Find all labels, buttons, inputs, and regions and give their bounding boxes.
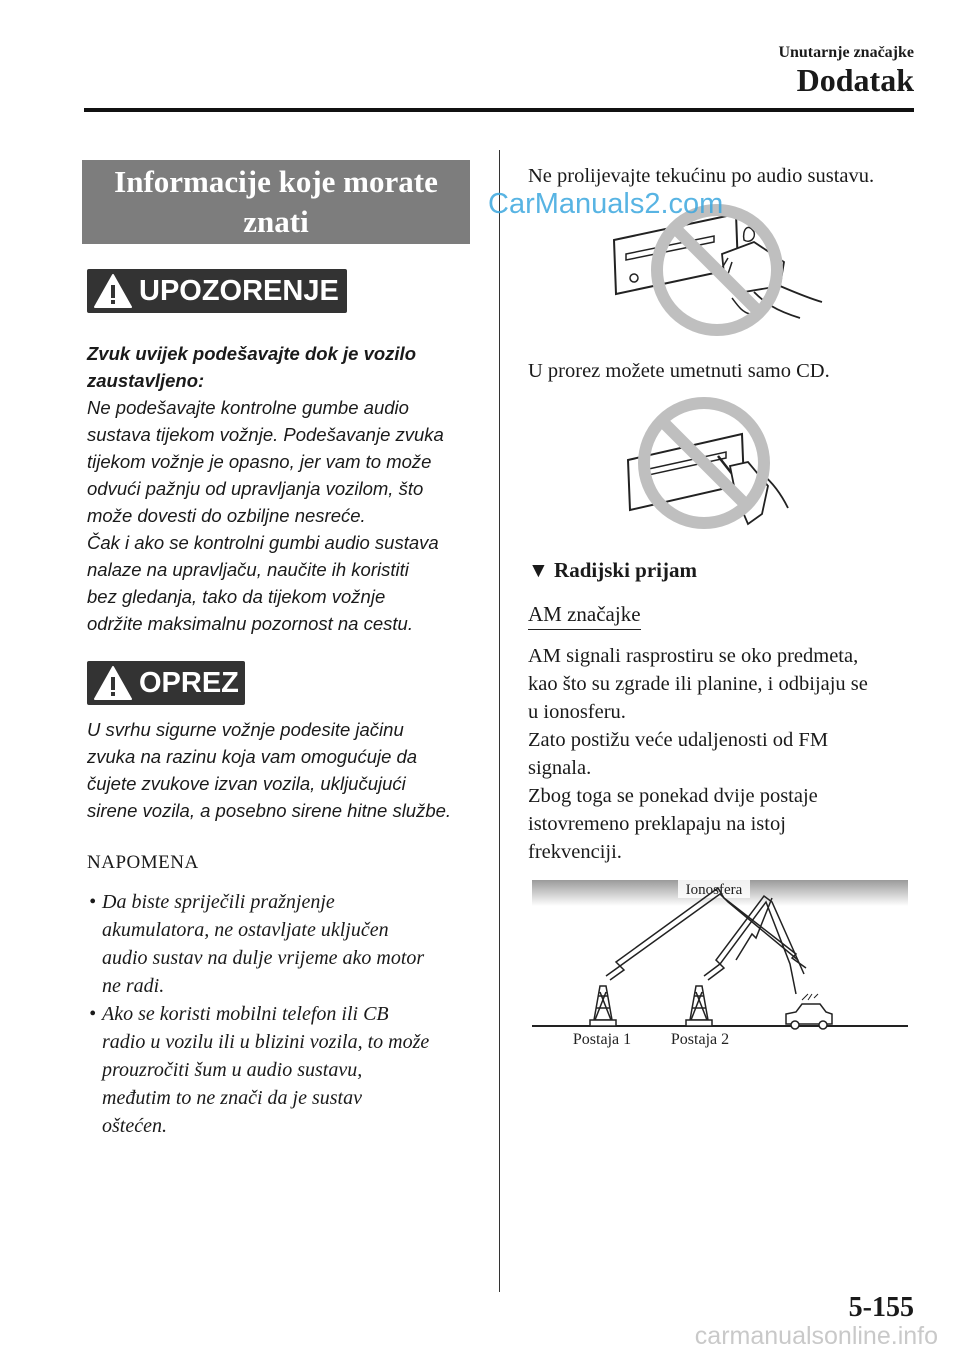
tower-icon	[686, 986, 712, 1026]
am-line: frekvenciji.	[528, 841, 622, 863]
warning-body-line: bez gledanja, tako da tijekom vožnje	[87, 586, 386, 607]
warning-body-line: nalaze na upravljaču, naučite ih koristiti	[87, 559, 409, 580]
warning-body-line: Ne podešavajte kontrolne gumbe audio	[87, 397, 409, 418]
note-line: međutim to ne znači da je sustav	[102, 1087, 362, 1109]
bullet: •	[89, 1003, 97, 1025]
am-line: istovremeno preklapaju na istoj	[528, 813, 786, 835]
header-section-label: Unutarnje značajke	[778, 44, 914, 61]
warning-body-line: održite maksimalnu pozornost na cestu.	[87, 613, 413, 634]
warning-triangle-icon	[93, 273, 133, 309]
am-propagation-diagram	[528, 874, 910, 1052]
bullet: •	[89, 891, 97, 913]
radio-section-heading	[528, 558, 697, 583]
am-line: AM signali rasprostiru se oko predmeta,	[528, 645, 859, 667]
triangle-down-icon: ▼	[528, 558, 549, 582]
am-body-text	[528, 642, 908, 866]
caution-body-line: čujete zvukove izvan vozila, uključujući	[87, 773, 406, 794]
section-title-line-2: znati	[243, 204, 309, 239]
caution-body-line: U svrhu sigurne vožnje podesite jačinu	[87, 719, 404, 740]
cd-only-text: U prorez možete umetnuti samo CD.	[528, 360, 830, 382]
warning-body-line: odvući pažnju od upravljanja vozilom, što	[87, 478, 424, 499]
note-item	[87, 1000, 477, 1140]
watermark-top: CarManuals2.com	[488, 188, 724, 220]
note-line: radio u vozilu ili u blizini vozila, to može	[102, 1031, 430, 1053]
watermark-bottom: carmanualsonline.info	[694, 1322, 938, 1350]
header-title: Dodatak	[796, 62, 914, 98]
warning-body-line: tijekom vožnje je opasno, jer vam to može	[87, 451, 432, 472]
column-divider	[499, 150, 500, 1292]
am-line: kao što su zgrade ili planine, i odbijaju se	[528, 673, 868, 695]
am-line: Zato postižu veće udaljenosti od FM	[528, 729, 829, 751]
note-line: ne radi.	[102, 975, 165, 997]
caution-badge-label: OPREZ	[139, 666, 239, 699]
note-list	[87, 888, 477, 1140]
warning-text	[87, 340, 482, 637]
no-liquid-illustration	[604, 202, 830, 338]
note-line: audio sustav na dulje vrijeme ako motor	[102, 947, 425, 969]
caution-text	[87, 716, 482, 824]
am-subheading: AM značajke	[528, 602, 641, 630]
warning-heading-line: zaustavljeno:	[87, 370, 205, 391]
note-line: prouzročiti šum u audio sustavu,	[102, 1059, 363, 1081]
warning-triangle-icon	[93, 665, 133, 701]
caution-body-line: zvuka na razinu koja vam omogućuje da	[87, 746, 418, 767]
note-heading: NAPOMENA	[87, 852, 199, 873]
warning-badge-label: UPOZORENJE	[139, 274, 339, 307]
warning-heading-line: Zvuk uvijek podešavajte dok je vozilo	[87, 343, 416, 364]
radio-section-title: Radijski prijam	[554, 558, 697, 582]
page-number: 5-155	[848, 1292, 914, 1323]
section-title-box	[82, 160, 470, 244]
note-line: oštećen.	[102, 1115, 167, 1137]
station-1-label: Postaja 1	[572, 1031, 632, 1048]
caution-badge	[87, 661, 245, 705]
tower-icon	[590, 986, 616, 1026]
warning-body-line: Čak i ako se kontrolni gumbi audio sustava	[87, 532, 439, 553]
liquid-warning-text: Ne prolijevajte tekućinu po audio sustavu.	[528, 165, 875, 187]
note-item	[87, 888, 477, 1000]
ionosphere-label: Ionosfera	[685, 882, 743, 898]
section-title-line-1: Informacije koje morate	[114, 164, 438, 199]
header-rule	[84, 108, 914, 112]
warning-body-line: sustava tijekom vožnje. Podešavanje zvuka	[87, 424, 444, 445]
am-line: u ionosferu.	[528, 701, 626, 723]
note-line: Da biste spriječili pražnjenje	[102, 891, 335, 913]
note-line: akumulatora, ne ostavljate uključen	[102, 919, 389, 941]
warning-body-line: može dovesti do ozbiljne nesreće.	[87, 505, 366, 526]
car-icon	[786, 994, 832, 1029]
am-line: signala.	[528, 757, 592, 779]
note-line: Ako se koristi mobilni telefon ili CB	[102, 1003, 389, 1025]
station-2-label: Postaja 2	[670, 1031, 730, 1048]
am-line: Zbog toga se ponekad dvije postaje	[528, 785, 818, 807]
caution-body-line: sirene vozila, a posebno sirene hitne službe.	[87, 800, 452, 821]
warning-badge	[87, 269, 347, 313]
no-object-illustration	[622, 396, 792, 530]
